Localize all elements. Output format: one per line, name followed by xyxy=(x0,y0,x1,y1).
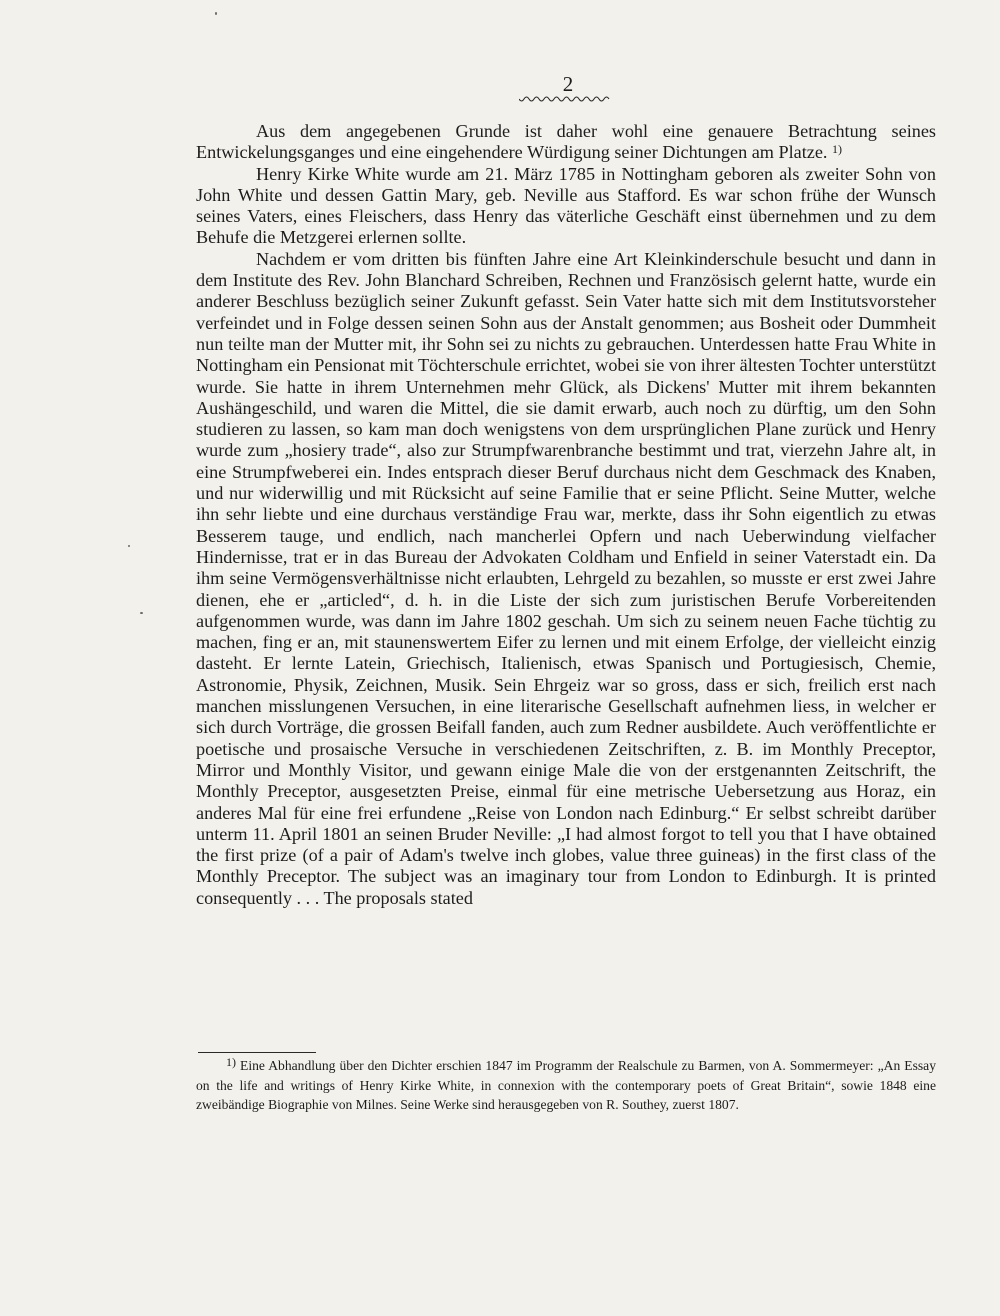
paragraph-education: Nachdem er vom dritten bis fünften Jahre eine Art Kleinkinderschule besucht und dann in dem Institute des Rev. John Blanchard Schreiben, Rechnen und Französisch gelernt hatte, wurde ein anderer Beschluss bezüglich seiner Zukunft gefasst. Sein Vater hatte sich mit dem Institutsvorsteher verfeindet und in Folge dessen seinen Sohn aus der Anstalt genommen; aus Bosheit oder Dummheit nun teilte man der Mutter mit, ihr Sohn sei zu nichts zu gebrauchen. Unterdessen hatte Frau White in Nottingham ein Pensionat mit Töchterschule errichtet, wobei sie von ihrer ältesten Tochter unterstützt wurde. Sie hatte in ihrem Unternehmen mehr Glück, als Dickens' Mutter mit ihrem bekannten Aushängeschild, und waren die Mittel, die sie damit erwarb, auch noch zu dürftig, um den Sohn studieren zu lassen, so kam man doch wenigstens von dem ursprünglichen Plane zurück und Henry wurde zum „hosiery trade“, also zur Strumpfwarenbranche bestimmt und trat, vierzehn Jahre alt, in eine Strumpfweberei ein. Indes entsprach dieser Beruf durchaus nicht dem Geschmack des Knaben, und nur widerwillig und mit Rücksicht auf seine Familie that er seine Pflicht. Seine Mutter, welche ihn sehr liebte und eine durchaus verständige Frau war, merkte, dass ihr Sohn eigentlich zu etwas Besserem tauge, und endlich, nach mancherlei Opfern und nach Ueberwindung vielfacher Hindernisse, trat er in das Bureau der Advokaten Coldham und Enfield in seiner Vaterstadt ein. Da ihm seine Vermögensverhältnisse nicht erlaubten, Lehrgeld zu bezahlen, so musste er erst zwei Jahre dienen, ehe er „articled“, d. h. in die Liste der sich zum juristischen Berufe Vorbereitenden aufgenommen wurde, was dann im Jahre 1802 geschah. Um sich zu seinem neuen Fache tüchtig zu machen, fing er an, mit staunenswertem Eifer zu lernen und mit einem Erfolge, der vielleicht einzig dasteht. Er lernte Latein, Griechisch, Italienisch, etwas Spanisch und Portugiesisch, Chemie, Astronomie, Physik, Zeichnen, Musik. Sein Ehrgeiz war so gross, dass er sich, freilich erst nach manchen misslungenen Versuchen, in eine literarische Gesellschaft aufnehmen liess, in welcher er sich durch Vorträge, die grossen Beifall fanden, auch zum Redner ausbildete. Auch veröffentlichte er poetische und prosaische Versuche in verschiedenen Zeitschriften, z. B. im Monthly Preceptor, Mirror und Monthly Visitor, und gewann einige Male die von der erstgenannten Zeitschrift, the Monthly Preceptor, ausgesetzten Preise, einmal für eine metrische Uebersetzung aus Horaz, ein anderes Mal für eine frei erfundene „Reise von London nach Edinburg.“ Er selbst schreibt darüber unterm 11. April 1801 an seinen Bruder Neville: „I had almost forgot to tell you that I have obtained the first prize (of a pair of Adam's twelve inch globes, value three guineas) in the first class of the Monthly Preceptor. The subject was an imaginary tour from London to Edinburgh. It is printed consequently . . . The proposals stated xyxy=(196,248,937,908)
page-number: 2 xyxy=(562,72,574,96)
footnote xyxy=(196,1056,936,1115)
scan-speck xyxy=(128,545,130,547)
footnote-reference: 1) xyxy=(832,142,843,157)
paragraph-birth: Henry Kirke White wurde am 21. März 1785 in Nottingham geboren als zweiter Sohn von John White und dessen Gattin Mary, geb. Neville aus Stafford. Es war schon frühe der Wunsch seines Vaters, eines Fleischers, dass Henry das väterliche Geschäft einst übernehmen und zu dem Behufe die Metzgerei erlernen sollte. xyxy=(196,163,936,248)
footnote-divider xyxy=(198,1052,316,1053)
scan-speck xyxy=(215,12,217,15)
footnote-marker: 1) xyxy=(226,1055,236,1069)
footnote-text: Eine Abhandlung über den Dichter erschien 1847 im Programm der Realschule zu Barmen, von A. Sommermeyer: „An Essay on the life and writings of Henry Kirke White, in connexion with the contemporary poets of Great Britain“, sowie 1848 eine zweibändige Biographie von Milnes. Seine Werke sind herausgegeben von R. Southey, zuerst 1807. xyxy=(196,1058,936,1112)
page-number-ornament xyxy=(519,96,611,104)
body-text xyxy=(196,121,936,909)
paragraph-intro: Aus dem angegebenen Grunde ist daher wohl eine genauere Betrachtung seines Entwickelungsganges und eine eingehendere Würdigung seiner Dichtungen am Platze. $^{1)}$ xyxy=(196,121,936,163)
scan-speck xyxy=(140,612,143,614)
